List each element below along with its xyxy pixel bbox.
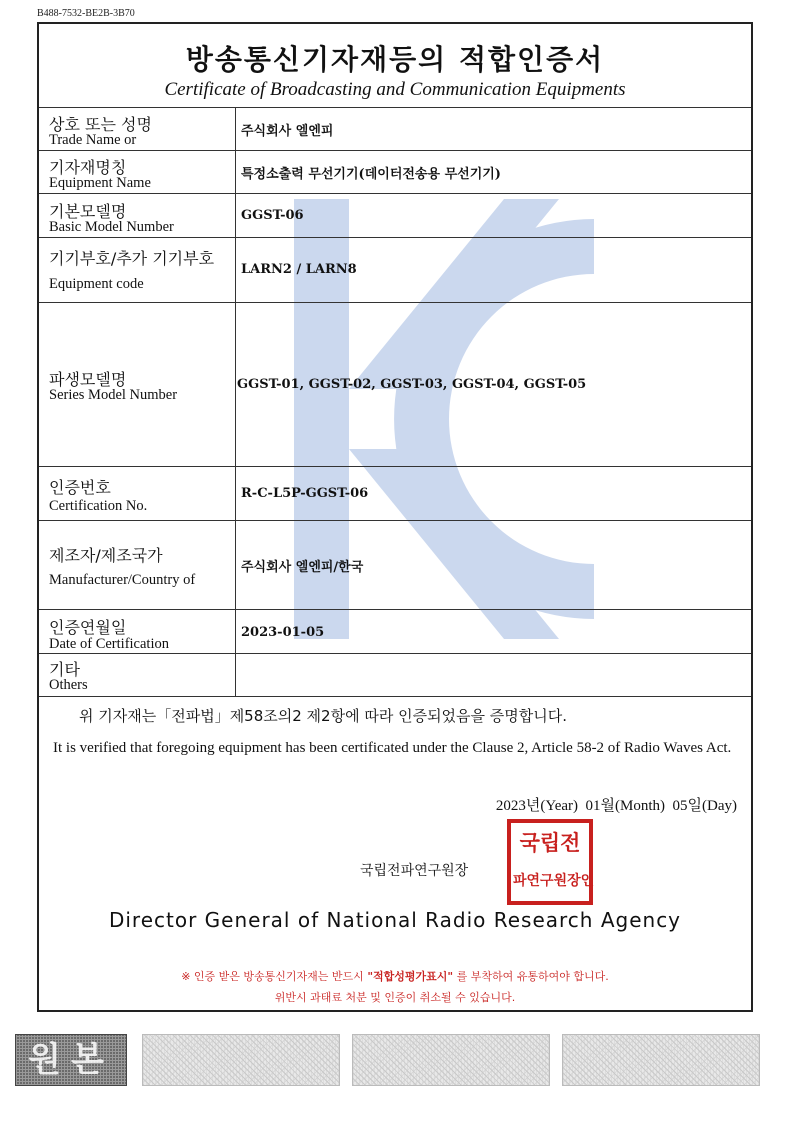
notice-line-1: ※ 인증 받은 방송통신기자재는 반드시 "적합성평가표시" 를 부착하여 유통하여야 합니다.	[181, 970, 609, 983]
field-label-ko: 기본모델명	[49, 202, 127, 221]
field-label-ko: 기타	[49, 660, 80, 679]
field-row-equipment-name	[39, 150, 751, 193]
field-row-series-model	[39, 302, 751, 466]
director-title-en: Director General of National Radio Research Agency	[108, 908, 682, 932]
security-pattern-1	[142, 1034, 340, 1086]
official-seal	[507, 819, 593, 905]
field-value-basic-model: GGST-06	[241, 208, 304, 223]
field-label-en: Series Model Number	[49, 387, 178, 403]
field-value-trade-name: 주식회사 엘엔피	[241, 124, 334, 139]
statement-ko: 위 기자재는「전파법」제58조의2 제2항에 따라 인증되었음을 증명합니다.	[79, 707, 568, 725]
field-value-certification-no: R-C-L5P-GGST-06	[241, 486, 369, 501]
certificate-title-ko: 방송통신기자재등의 적합인증서	[185, 43, 605, 76]
notice-line-2: 위반시 과태료 처분 및 인증이 취소될 수 있습니다.	[274, 991, 516, 1004]
document-id: B488-7532-BE2B-3B70	[37, 8, 135, 19]
field-label-ko: 기자재명칭	[49, 158, 127, 177]
date-month: 01	[585, 798, 601, 814]
field-row-trade-name	[39, 107, 751, 150]
field-label-en: Manufacturer/Country of	[49, 572, 196, 588]
issue-date: 2023년(Year) 01월(Month) 05일(Day)	[495, 796, 737, 814]
field-row-basic-model	[39, 193, 751, 237]
notice-emphasis: "적합성평가표시"	[367, 970, 454, 983]
field-value-equipment-code: LARN2 / LARN8	[241, 262, 357, 277]
date-day: 05	[672, 798, 688, 814]
date-year: 2023	[495, 798, 526, 814]
field-value-equipment-name: 특정소출력 무선기기(데이터전송용 무선기기)	[241, 167, 501, 182]
field-value-certification-date: 2023-01-05	[241, 625, 325, 640]
field-label-ko: 제조자/제조국가	[49, 546, 163, 565]
seal-text-line: 파연구원장인	[513, 873, 595, 889]
field-value-series-model: GGST-01, GGST-02, GGST-03, GGST-04, GGST-05	[237, 377, 587, 392]
field-row-others	[39, 653, 751, 697]
field-row-certification-no	[39, 466, 751, 520]
seal-text-line: 국립전	[519, 831, 581, 855]
field-label-ko: 인증연월일	[49, 618, 127, 637]
field-label-en: Basic Model Number	[49, 219, 174, 235]
field-label-ko: 파생모델명	[49, 370, 127, 389]
certificate-frame	[37, 22, 753, 1012]
statement-en: It is verified that foregoing equipment has been certificated under the Clause 2, Article 58-2 of Radio Waves Act.	[53, 740, 732, 756]
security-pattern-2	[352, 1034, 550, 1086]
field-label-en: Equipment Name	[49, 175, 151, 191]
field-row-certification-date	[39, 609, 751, 653]
field-label-en: Equipment code	[49, 276, 144, 292]
field-label-ko: 기기부호/추가 기기부호	[49, 249, 215, 268]
field-label-en: Certification No.	[49, 498, 148, 514]
field-value-manufacturer: 주식회사 엘엔피/한국	[241, 560, 364, 575]
issuer-name-ko: 국립전파연구원장	[360, 863, 469, 879]
field-row-equipment-code	[39, 237, 751, 302]
security-pattern-3	[562, 1034, 760, 1086]
field-label-ko: 인증번호	[49, 478, 111, 497]
field-row-manufacturer	[39, 520, 751, 609]
field-label-en: Trade Name or	[49, 132, 137, 148]
field-label-ko: 상호 또는 성명	[49, 115, 152, 134]
original-mark: 원본	[15, 1034, 127, 1086]
certificate-title-en: Certificate of Broadcasting and Communication Equipments	[164, 79, 626, 100]
field-label-en: Date of Certification	[49, 636, 169, 652]
field-label-en: Others	[49, 677, 88, 693]
